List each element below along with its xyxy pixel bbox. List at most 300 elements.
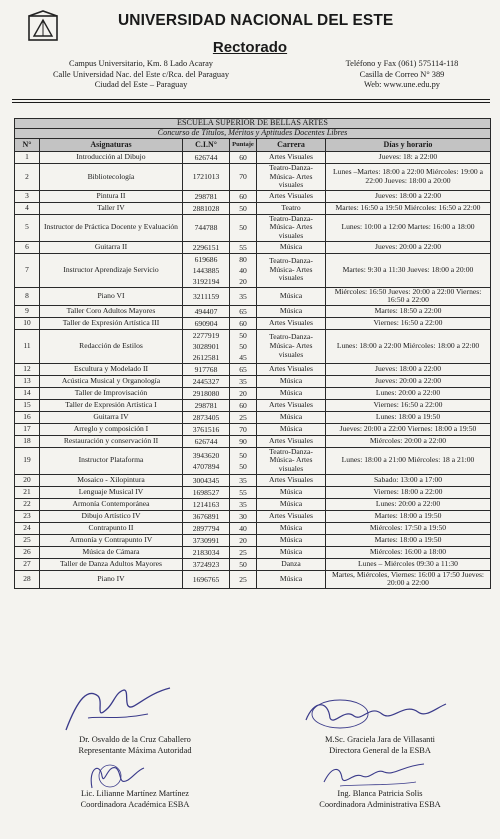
table-row [15, 558, 491, 570]
row-score [230, 164, 257, 191]
row-number: 27 [15, 558, 40, 570]
row-ci [183, 534, 230, 546]
ci-value: 298781 [194, 400, 218, 410]
row-schedule: Miércoles: 16:00 a 18:00 [326, 546, 491, 558]
ci-value: 3676891 [192, 511, 220, 521]
ci-value: 1443885 [192, 265, 220, 275]
score-value: 25 [239, 574, 247, 584]
score-value: 50 [239, 450, 247, 460]
score-value: 65 [239, 364, 247, 374]
contest-table [14, 118, 491, 589]
row-number: 23 [15, 510, 40, 522]
row-score [230, 423, 257, 435]
score-value: 35 [239, 376, 247, 386]
ci-value: 690904 [194, 318, 218, 328]
ci-value: 3724923 [192, 559, 220, 569]
ci-value: 4707894 [192, 461, 220, 471]
score-value: 60 [239, 318, 247, 328]
row-schedule: Lunes: 20:00 a 22:00 [326, 498, 491, 510]
row-score [230, 214, 257, 241]
table-row [15, 152, 491, 164]
row-subject: Taller de Expresión Artística III [40, 317, 183, 329]
signer-role: Directora General de la ESBA [329, 745, 431, 755]
ci-value: 3730991 [192, 535, 220, 545]
row-number: 7 [15, 253, 40, 287]
row-ci [183, 411, 230, 423]
score-value: 40 [239, 523, 247, 533]
table-row [15, 387, 491, 399]
row-schedule: Lunes: 18:00 a 21:00 Miércoles: 18 a 21:00 [326, 447, 491, 474]
contact-line: Web: www.une.edu.py [364, 80, 440, 89]
row-schedule: Jueves: 20:00 a 22:00 [326, 241, 491, 253]
score-value: 55 [239, 242, 247, 252]
row-career: Artes Visuales [257, 190, 326, 202]
row-score [230, 435, 257, 447]
rector-signature [58, 678, 178, 738]
row-score [230, 375, 257, 387]
row-subject: Guitarra IV [40, 411, 183, 423]
row-ci [183, 152, 230, 164]
col-number: N° [15, 139, 40, 152]
table-row [15, 202, 491, 214]
contact-line: Teléfono y Fax (061) 575114-118 [345, 59, 459, 68]
row-score [230, 570, 257, 588]
ci-value: 917768 [194, 364, 218, 374]
table-row [15, 570, 491, 588]
row-number: 12 [15, 363, 40, 375]
row-score [230, 287, 257, 305]
row-schedule: Miércoles: 16:50 Jueves: 20:00 a 22:00 Viernes: 16:50 a 22:00 [326, 287, 491, 305]
row-subject: Guitarra II [40, 241, 183, 253]
table-row [15, 423, 491, 435]
row-subject: Lenguaje Musical IV [40, 486, 183, 498]
score-value: 60 [239, 191, 247, 201]
row-ci [183, 510, 230, 522]
row-subject: Taller Coro Adultos Mayores [40, 305, 183, 317]
row-number: 22 [15, 498, 40, 510]
row-number: 24 [15, 522, 40, 534]
row-ci [183, 423, 230, 435]
header-divider-thin [12, 102, 490, 103]
row-subject: Arreglo y composición I [40, 423, 183, 435]
row-ci [183, 486, 230, 498]
row-number: 28 [15, 570, 40, 588]
score-value: 65 [239, 306, 247, 316]
row-score [230, 305, 257, 317]
address-line: Calle Universidad Nac. del Este c/Rca. del Paraguay [52, 69, 230, 79]
row-career: Teatro-Danza-Música- Artes visuales [257, 214, 326, 241]
row-subject: Contrapunto II [40, 522, 183, 534]
row-number: 13 [15, 375, 40, 387]
row-subject: Escultura y Modelado II [40, 363, 183, 375]
ci-value: 2918080 [192, 388, 220, 398]
ci-value: 298781 [194, 191, 218, 201]
col-score: Puntaje [230, 139, 257, 152]
ci-value: 2277919 [192, 330, 220, 340]
score-value: 35 [239, 291, 247, 301]
row-subject: Taller de Danza Adultos Mayores [40, 558, 183, 570]
score-value: 80 [239, 254, 247, 264]
ci-value: 1696765 [192, 574, 220, 584]
score-value: 20 [239, 276, 247, 286]
row-ci [183, 447, 230, 474]
row-schedule: Jueves: 20:00 a 22:00 [326, 375, 491, 387]
ci-value: 494407 [194, 306, 218, 316]
ci-value: 1698527 [192, 487, 220, 497]
row-number: 5 [15, 214, 40, 241]
row-career: Música [257, 546, 326, 558]
row-score [230, 387, 257, 399]
row-schedule: Viernes: 18:00 a 22:00 [326, 486, 491, 498]
row-ci [183, 317, 230, 329]
ci-value: 3004345 [192, 475, 220, 485]
score-value: 20 [239, 388, 247, 398]
score-value: 50 [239, 330, 247, 340]
row-ci [183, 164, 230, 191]
row-career: Artes Visuales [257, 435, 326, 447]
table-row [15, 435, 491, 447]
score-value: 50 [239, 223, 247, 233]
row-subject: Taller IV [40, 202, 183, 214]
row-ci [183, 190, 230, 202]
row-ci [183, 253, 230, 287]
row-ci [183, 399, 230, 411]
row-number: 4 [15, 202, 40, 214]
row-ci [183, 498, 230, 510]
ci-value: 626744 [194, 153, 218, 162]
score-value: 35 [239, 475, 247, 485]
score-value: 30 [239, 511, 247, 521]
signer-name: Ing. Blanca Patricia Solis [337, 789, 423, 798]
row-career: Artes Visuales [257, 474, 326, 486]
row-score [230, 329, 257, 363]
row-score [230, 546, 257, 558]
row-schedule: Lunes: 18:00 a 19:50 [326, 411, 491, 423]
table-row [15, 399, 491, 411]
signer-role: Coordinadora Administrativa ESBA [319, 799, 441, 809]
ci-value: 2881028 [192, 203, 220, 213]
rector-signature-block [40, 735, 230, 756]
row-career: Teatro-Danza-Música- Artes visuales [257, 329, 326, 363]
row-career: Música [257, 534, 326, 546]
row-career: Artes Visuales [257, 399, 326, 411]
row-subject: Taller de Improvisación [40, 387, 183, 399]
row-career: Música [257, 498, 326, 510]
row-subject: Piano VI [40, 287, 183, 305]
signer-role: Representante Máxima Autoridad [78, 745, 192, 755]
row-subject: Instructor Plataforma [40, 447, 183, 474]
ci-value: 2183034 [192, 547, 220, 557]
row-career: Música [257, 305, 326, 317]
table-row [15, 534, 491, 546]
table-row [15, 510, 491, 522]
table-row [15, 498, 491, 510]
row-career: Artes Visuales [257, 317, 326, 329]
director-signature-block [280, 735, 480, 756]
row-schedule: Viernes: 16:50 a 22:00 [326, 317, 491, 329]
row-number: 26 [15, 546, 40, 558]
row-career: Teatro [257, 202, 326, 214]
ci-value: 2612581 [192, 352, 220, 362]
row-score [230, 498, 257, 510]
table-row [15, 375, 491, 387]
row-number: 8 [15, 287, 40, 305]
admin-signature [320, 760, 430, 790]
university-title: UNIVERSIDAD NACIONAL DEL ESTE [118, 12, 394, 29]
address-line: Ciudad del Este – Paraguay [94, 80, 188, 89]
col-subject: Asignaturas [40, 139, 183, 152]
row-career: Música [257, 486, 326, 498]
contact-line: Casilla de Correo N° 389 [359, 69, 445, 79]
score-value: 70 [239, 172, 247, 182]
row-ci [183, 241, 230, 253]
row-schedule: Jueves: 18: a 22:00 [326, 152, 491, 164]
row-schedule: Lunes – Miércoles 09:30 a 11:30 [326, 558, 491, 570]
row-career: Teatro-Danza-Música- Artes visuales [257, 253, 326, 287]
row-number: 21 [15, 486, 40, 498]
ci-value: 3761516 [192, 424, 220, 434]
row-number: 20 [15, 474, 40, 486]
row-career: Música [257, 411, 326, 423]
row-schedule: Lunes –Martes: 18:00 a 22:00 Miércoles: 19:00 a 22:00 Jueves: 18:00 a 20:00 [326, 164, 491, 191]
table-row [15, 363, 491, 375]
row-schedule: Jueves: 20:00 a 22:00 Viernes: 18:00 a 19:50 [326, 423, 491, 435]
row-career: Música [257, 570, 326, 588]
row-number: 15 [15, 399, 40, 411]
row-schedule: Jueves: 18:00 a 22:00 [326, 363, 491, 375]
table-row [15, 214, 491, 241]
row-ci [183, 363, 230, 375]
row-career: Música [257, 423, 326, 435]
row-number: 18 [15, 435, 40, 447]
table-row [15, 190, 491, 202]
row-ci [183, 287, 230, 305]
row-career: Música [257, 241, 326, 253]
row-number: 25 [15, 534, 40, 546]
row-subject: Bibliotecología [40, 164, 183, 191]
row-ci [183, 558, 230, 570]
table-row [15, 241, 491, 253]
row-score [230, 253, 257, 287]
director-signature [300, 690, 450, 735]
signer-name: M.Sc. Graciela Jara de Villasanti [324, 735, 436, 744]
row-score [230, 411, 257, 423]
col-ci: C.I.N° [183, 139, 230, 152]
header-divider [12, 99, 490, 100]
score-value: 25 [239, 547, 247, 557]
score-value: 90 [239, 436, 247, 446]
row-career: Música [257, 522, 326, 534]
row-number: 3 [15, 190, 40, 202]
row-subject: Restauración y conservación II [40, 435, 183, 447]
row-score [230, 190, 257, 202]
row-score [230, 447, 257, 474]
academic-signature-block [40, 789, 230, 810]
row-subject: Acústica Musical y Organología [40, 375, 183, 387]
table-row [15, 164, 491, 191]
row-number: 2 [15, 164, 40, 191]
row-subject: Armonía y Contrapunto IV [40, 534, 183, 546]
table-row [15, 253, 491, 287]
table-row [15, 522, 491, 534]
row-career: Artes Visuales [257, 363, 326, 375]
row-score [230, 241, 257, 253]
col-schedule: Días y horario [326, 139, 491, 152]
table-row [15, 287, 491, 305]
row-score [230, 317, 257, 329]
ci-value: 3028901 [192, 341, 220, 351]
row-schedule: Martes: 16:50 a 19:50 Miércoles: 16:50 a 22:00 [326, 202, 491, 214]
table-row [15, 474, 491, 486]
score-value: 60 [239, 153, 247, 162]
row-subject: Introducción al Dibujo [40, 152, 183, 164]
row-career: Artes Visuales [257, 510, 326, 522]
row-ci [183, 214, 230, 241]
admin-signature-block [280, 789, 480, 810]
contact-block [322, 59, 482, 91]
school-name: ESCUELA SUPERIOR DE BELLAS ARTES [15, 119, 491, 129]
row-subject: Instructor de Práctica Docente y Evaluación [40, 214, 183, 241]
row-number: 6 [15, 241, 40, 253]
score-value: 60 [239, 400, 247, 410]
row-ci [183, 522, 230, 534]
row-subject: Redacción de Estilos [40, 329, 183, 363]
score-value: 50 [239, 341, 247, 351]
row-career: Artes Visuales [257, 152, 326, 164]
row-schedule: Viernes: 16:50 a 22:00 [326, 399, 491, 411]
row-score [230, 363, 257, 375]
row-schedule: Martes: 18:00 a 19:50 [326, 510, 491, 522]
signer-role: Coordinadora Académica ESBA [80, 799, 190, 809]
ci-value: 3192194 [192, 276, 220, 286]
score-value: 50 [239, 203, 247, 213]
score-value: 70 [239, 424, 247, 434]
table-row [15, 305, 491, 317]
row-schedule: Lunes: 20:00 a 22:00 [326, 387, 491, 399]
col-career: Carrera [257, 139, 326, 152]
table-row [15, 329, 491, 363]
table-row [15, 411, 491, 423]
contest-table-wrapper [14, 118, 490, 589]
row-subject: Armonía Contemporánea [40, 498, 183, 510]
row-number: 17 [15, 423, 40, 435]
row-ci [183, 202, 230, 214]
row-career: Teatro-Danza-Música- Artes visuales [257, 447, 326, 474]
row-ci [183, 570, 230, 588]
table-header-row [15, 139, 491, 152]
row-schedule: Martes, Miércoles, Viernes: 16:00 a 17:50 Jueves: 20:00 a 22:00 [326, 570, 491, 588]
row-score [230, 152, 257, 164]
row-number: 10 [15, 317, 40, 329]
row-score [230, 558, 257, 570]
address-block [36, 59, 246, 91]
signer-name: Dr. Osvaldo de la Cruz Caballero [79, 735, 191, 744]
score-value: 45 [239, 352, 247, 362]
score-value: 35 [239, 499, 247, 509]
table-row [15, 447, 491, 474]
row-schedule: Martes: 9:30 a 11:30 Jueves: 18:00 a 20:00 [326, 253, 491, 287]
row-number: 14 [15, 387, 40, 399]
row-career: Teatro-Danza-Música- Artes visuales [257, 164, 326, 191]
ci-value: 744788 [194, 223, 218, 233]
row-career: Música [257, 287, 326, 305]
row-career: Música [257, 387, 326, 399]
ci-value: 3211159 [192, 291, 219, 301]
row-schedule: Miércoles: 17:50 a 19:50 [326, 522, 491, 534]
row-ci [183, 546, 230, 558]
row-ci [183, 435, 230, 447]
row-schedule: Lunes: 10:00 a 12:00 Martes: 16:00 a 18:00 [326, 214, 491, 241]
office-title: Rectorado [212, 39, 288, 56]
table-row [15, 486, 491, 498]
ci-value: 626744 [194, 436, 218, 446]
row-schedule: Miércoles: 20:00 a 22:00 [326, 435, 491, 447]
row-subject: Pintura II [40, 190, 183, 202]
row-ci [183, 387, 230, 399]
row-schedule: Martes: 18:00 a 19:50 [326, 534, 491, 546]
row-score [230, 534, 257, 546]
score-value: 55 [239, 487, 247, 497]
ci-value: 1721013 [192, 172, 220, 182]
row-score [230, 399, 257, 411]
row-number: 16 [15, 411, 40, 423]
row-number: 9 [15, 305, 40, 317]
table-row [15, 317, 491, 329]
academic-signature [78, 758, 148, 792]
ci-value: 3943620 [192, 450, 220, 460]
row-career: Música [257, 375, 326, 387]
row-subject: Música de Cámara [40, 546, 183, 558]
row-ci [183, 305, 230, 317]
row-schedule: Lunes: 18:00 a 22:00 Miércoles: 18:00 a 22:00 [326, 329, 491, 363]
row-score [230, 202, 257, 214]
row-subject: Dibujo Artístico IV [40, 510, 183, 522]
score-value: 25 [239, 412, 247, 422]
row-score [230, 522, 257, 534]
row-score [230, 510, 257, 522]
ci-value: 2897794 [192, 523, 220, 533]
row-score [230, 474, 257, 486]
row-ci [183, 474, 230, 486]
score-value: 50 [239, 559, 247, 569]
row-ci [183, 329, 230, 363]
row-schedule: Jueves: 18:00 a 22:00 [326, 190, 491, 202]
signer-name: Lic. Lilianne Martínez Martínez [81, 789, 189, 798]
table-body [15, 152, 491, 589]
contest-name: Concurso de Títulos, Méritos y Aptitudes Docentes Libres [15, 129, 491, 139]
ci-value: 2296151 [192, 242, 220, 252]
row-schedule: Sabado: 13:00 a 17:00 [326, 474, 491, 486]
row-career: Danza [257, 558, 326, 570]
row-subject: Instructor Aprendizaje Servicio [40, 253, 183, 287]
row-subject: Mosaico - Xilopintura [40, 474, 183, 486]
table-row [15, 546, 491, 558]
row-subject: Piano IV [40, 570, 183, 588]
row-number: 1 [15, 152, 40, 164]
address-line: Campus Universitario, Km. 8 Lado Acaray [69, 59, 213, 68]
ci-value: 619686 [194, 254, 218, 264]
score-value: 40 [239, 265, 247, 275]
ci-value: 2873405 [192, 412, 220, 422]
row-number: 11 [15, 329, 40, 363]
row-score [230, 486, 257, 498]
ci-value: 2445327 [192, 376, 220, 386]
score-value: 50 [239, 461, 247, 471]
row-subject: Taller de Expresión Artística I [40, 399, 183, 411]
row-ci [183, 375, 230, 387]
score-value: 20 [239, 535, 247, 545]
row-schedule: Martes: 18:50 a 22:00 [326, 305, 491, 317]
